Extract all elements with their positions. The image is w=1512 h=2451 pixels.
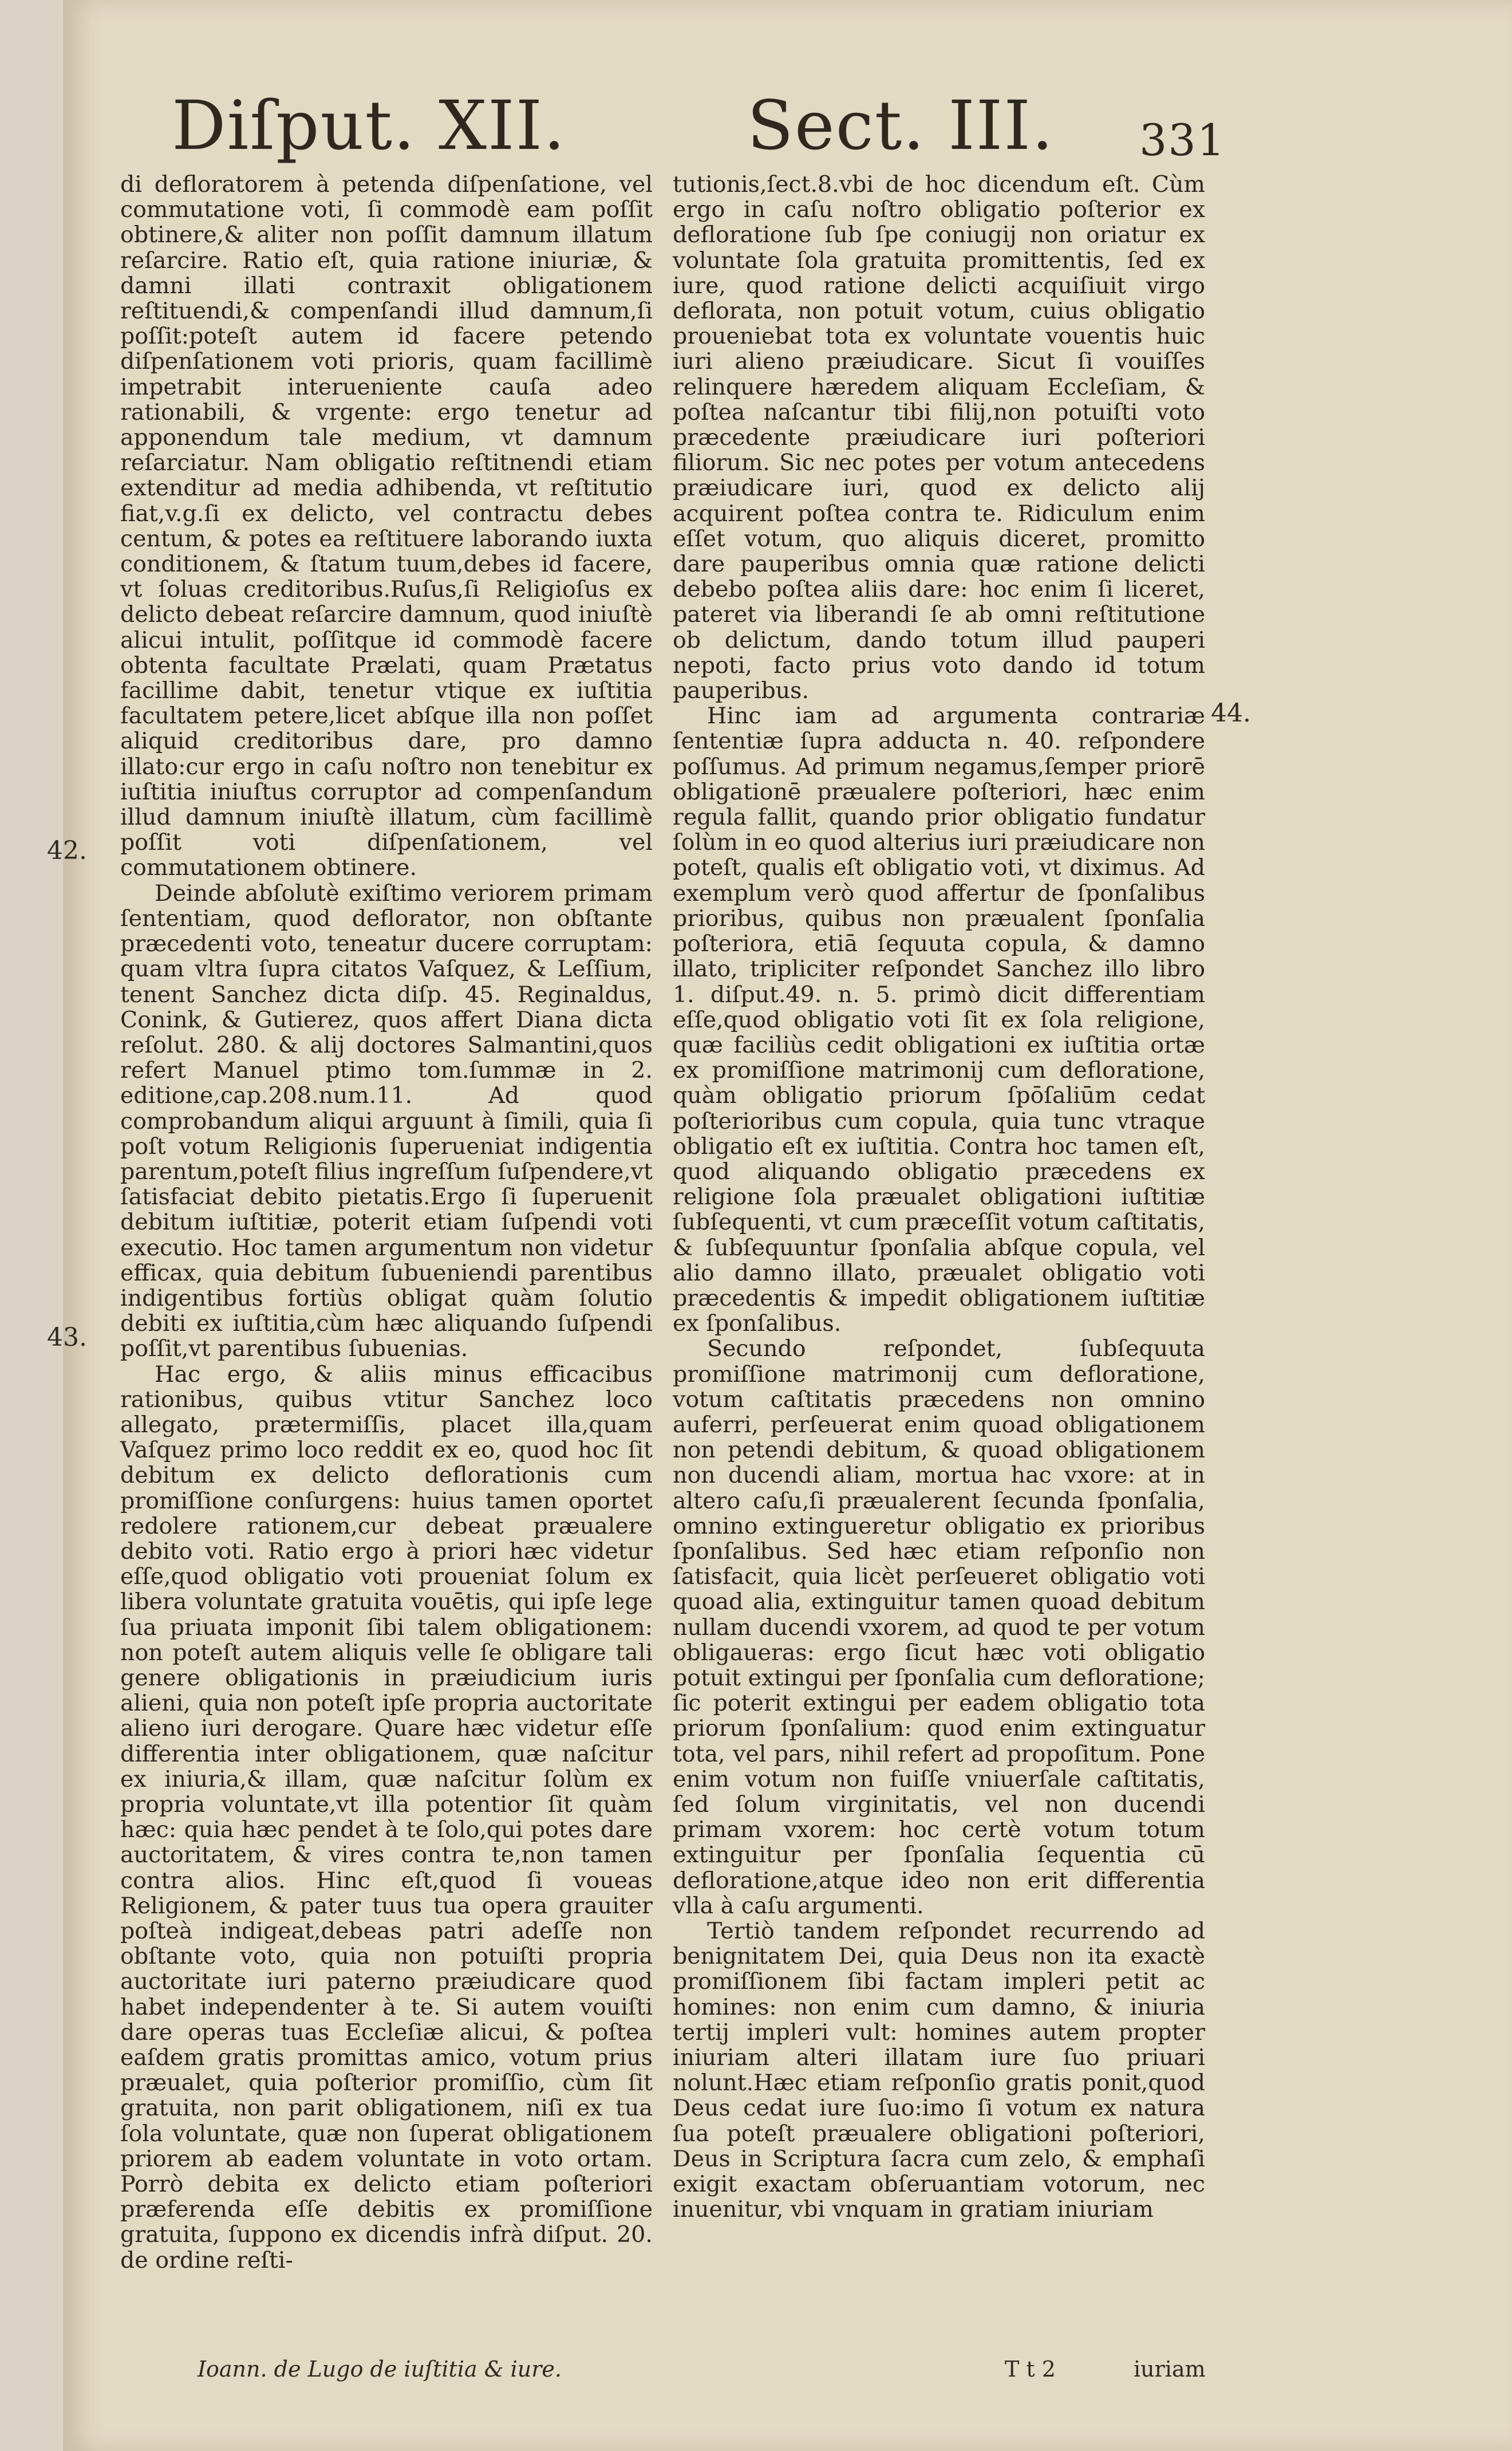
signature-mark: T t 2 — [1005, 2357, 1056, 2382]
margin-number-43: 43. — [47, 1323, 87, 1352]
running-title: Ioann. de Lugo de iuſtitia & iure. — [198, 2357, 562, 2382]
left-column — [120, 172, 653, 2273]
paragraph: Hinc iam ad argumenta contrariæ ſententiæ ſupra adducta n. 40. reſpondere poſſumus. Ad primum negamus,ſemper priorē obligationē præualere poſteriori, hæc enim regula fallit, quando prior obligatio fundatur ſolùm in eo quod alterius iuri præiudicare non poteſt, qualis eſt obligatio voti, vt diximus. Ad exemplum verò quod affertur de ſponſalibus prioribus, quibus non præualent ſponſalia poſteriora, etiā ſequuta copula, & damno illato, tripliciter reſpondet Sanchez illo libro 1. diſput.49. n. 5. primò dicit differentiam eſſe,quod obligatio voti ſit ex ſola religione, quæ faciliùs cedit obligationi ex iuſtitia ortæ ex promiſſione matrimonij cum defloratione, quàm obligatio priorum ſpōſaliūm cedat poſterioribus cum copula, quia tunc vtraque obligatio eſt ex iuſtitia. Contra hoc tamen eſt, quod aliquando obligatio præcedens ex religione ſola præualet obligationi iuſtitiæ ſubſequenti, vt cum præceſſit votum caſtitatis, & ſubſequuntur ſponſalia abſque copula, vel alio damno illato, præualet obligatio voti præcedentis & impedit obligationem iuſtitiæ ex ſponſalibus. — [673, 703, 1205, 1337]
paragraph: Tertiò tandem reſpondet recurrendo ad benignitatem Dei, quia Deus non ita exactè promiſſionem ſibi factam impleri petit ac homines: non enim cum damno, & iniuria tertij impleri vult: homines autem propter iniuriam alteri illatam iure ſuo priuari nolunt.Hæc etiam reſponſio gratis ponit,quod Deus cedat iure ſuo:imo ſi votum ex natura ſua poteſt præualere obligationi poſteriori, Deus in Scriptura ſacra cum zelo, & emphaſi exigit exactam obſeruantiam votorum, nec inuenitur, vbi vnquam in gratiam iniuriam — [673, 1918, 1205, 2223]
paragraph: tutionis,ſect.8.vbi de hoc dicendum eſt. Cùm ergo in caſu noſtro obligatio poſterior ex defloratione ſub ſpe coniugij non oriatur ex voluntate ſola gratuita promittentis, ſed ex iure, quod ratione delicti acquiſiuit virgo deflorata, non potuit votum, cuius obligatio proueniebat tota ex voluntate vouentis huic iuri alieno præiudicare. Sicut ſi vouiſſes relinquere hæredem aliquam Eccleſiam, & poſtea naſcantur tibi filij,non potuiſti voto præcedente præiudicare iuri poſteriori filiorum. Sic nec potes per votum antecedens præiudicare iuri, quod ex delicto alij acquirent poſtea contra te. Ridiculum enim eſſet votum, quo aliquis diceret, promitto dare pauperibus omnia quæ ratione delicti debebo poſtea aliis dare: hoc enim ſi liceret, pateret via liberandi ſe ab omni reſtitutione ob delictum, dando totum illud pauperi nepoti, facto prius voto dando id totum pauperibus. — [673, 171, 1205, 704]
paragraph: di defloratorem à petenda diſpenſatione, vel commutatione voti, ſi commodè eam poſſit obtinere,& aliter non poſſit damnum illatum reſarcire. Ratio eſt, quia ratione iniuriæ, & damni illati contraxit obligationem reſtituendi,& compenſandi illud damnum,ſi poſſit:poteſt autem id facere petendo diſpenſationem voti prioris, quam facillimè impetrabit interueniente cauſa adeo rationabili, & vrgente: ergo tenetur ad apponendum tale medium, vt damnum reſarciatur. Nam obligatio reſtitnendi etiam extenditur ad media adhibenda, vt reſtitutio fiat,v.g.ſi ex delicto, vel contractu debes centum, & potes ea reſtituere laborando iuxta conditionem, & ſtatum tuum,debes id facere, vt ſoluas creditoribus.Ruſus,ſi Religioſus ex delicto debeat reſarcire damnum, quod iniuſtè alicui intulit, poſſitque id commodè facere obtenta facultate Prælati, quam Prætatus facillime dabit, tenetur vtique ex iuſtitia facultatem petere,licet abſque illa non poſſet aliquid creditoribus dare, pro damno illato:cur ergo in caſu noſtro non tenebitur ex iuſtitia iniuſtus corruptor ad compenſandum illud damnum iniuſtè illatum, cùm facillimè poſſit voti diſpenſationem, vel commutationem obtinere. — [120, 171, 653, 881]
catchword: iuriam — [1134, 2357, 1206, 2382]
margin-number-42: 42. — [47, 836, 87, 865]
right-column — [673, 172, 1205, 2222]
paragraph: Deinde abſolutè exiſtimo veriorem primam ſententiam, quod deflorator, non obſtante præcedenti voto, teneatur ducere corruptam: quam vltra ſupra citatos Vaſquez, & Leſſium, tenent Sanchez dicta diſp. 45. Reginaldus, Conink, & Gutierez, quos affert Diana dicta reſolut. 280. & alij doctores Salmantini,quos refert Manuel ptimo tom.ſummæ in 2. editione,cap.208.num.11. Ad quod comprobandum aliqui arguunt à ſimili, quia ſi poſt votum Religionis ſuperueniat indigentia parentum,poteſt filius ingreſſum ſuſpendere,vt ſatisfaciat debito pietatis.Ergo ſi ſuperuenit debitum iuſtitiæ, poterit etiam ſuſpendi voti executio. Hoc tamen argumentum non videtur efficax, quia debitum ſubueniendi parentibus indigentibus fortiùs obligat quàm ſolutio debiti ex iuſtitia,cùm hæc aliquando ſuſpendi poſſit,vt parentibus ſubuenias. — [120, 880, 653, 1362]
paragraph: Hac ergo, & aliis minus efficacibus rationibus, quibus vtitur Sanchez loco allegato, prætermiſſis, placet illa,quam Vaſquez primo loco reddit ex eo, quod hoc ſit debitum ex delicto deflorationis cum promiſſione conſurgens: huius tamen oportet redolere rationem,cur debeat præualere debito voti. Ratio ergo à priori hæc videtur eſſe,quod obligatio voti proueniat ſolum ex libera voluntate gratuita vouētis, qui ipſe lege ſua priuata imponit ſibi talem obligationem: non poteſt autem aliquis velle ſe obligare tali genere obligationis in præiudicium iuris alieni, quia non poteſt ipſe propria auctoritate alieno iuri derogare. Quare hæc videtur eſſe differentia inter obligationem, quæ naſcitur ex iniuria,& illam, quæ naſcitur ſolùm ex propria voluntate,vt illa potentior ſit quàm hæc: quia hæc pendet à te ſolo,qui potes dare auctoritatem, & vires contra te,non tamen contra alios. Hinc eſt,quod ſi voueas Religionem, & pater tuus tua opera grauiter poſteà indigeat,debeas patri adeſſe non obſtante voto, quia non potuiſti propria auctoritate iuri paterno præiudicare quod habet independenter à te. Si autem vouiſti dare operas tuas Eccleſiæ alicui, & poſtea eaſdem gratis promittas amico, votum prius præualet, quia poſterior promiſſio, cùm ſit gratuita, non parit obligationem, niſi ex tua ſola voluntate, quæ non ſuperat obligationem priorem ab eadem voluntate in voto ortam. Porrò debita ex delicto etiam poſteriori præferenda eſſe debitis ex promiſſione gratuita, ſuppono ex dicendis infrà diſput. 20. de ordine reſti- — [120, 1361, 653, 2273]
book-page — [47, 0, 1512, 2451]
paragraph: Secundo reſpondet, ſubſequuta promiſſione matrimonij cum defloratione, votum caſtitatis præcedens non omnino auferri, perſeuerat enim quoad obligationem non petendi debitum, & quoad obligationem non ducendi aliam, mortua hac vxore: at in altero caſu,ſi præualerent ſecunda ſponſalia, omnino extingueretur obligatio ex prioribus ſponſalibus. Sed hæc etiam reſponſio non ſatisfacit, quia licèt perſeueret obligatio voti quoad alia, extinguitur tamen quoad debitum nullam ducendi vxorem, ad quod te per votum obligaueras: ergo ſicut hæc voti obligatio potuit extingui per ſponſalia cum defloratione; ſic poterit extingui per eadem obligatio tota priorum ſponſalium: quod enim extinguatur tota, vel pars, nihil refert ad propoſitum. Pone enim votum non fuiſſe vniuerſale caſtitatis, ſed ſolum virginitatis, vel non ducendi primam vxorem: hoc certè votum totum extinguitur per ſponſalia ſequentia cū defloratione,atque ideo non erit differentia vlla à caſu argumenti. — [673, 1335, 1205, 1919]
header-disputation: Diſput. XII. — [172, 86, 566, 165]
page-number: 331 — [1139, 115, 1226, 165]
margin-number-44: 44. — [1211, 699, 1251, 728]
header-section: Sect. III. — [747, 86, 1055, 165]
